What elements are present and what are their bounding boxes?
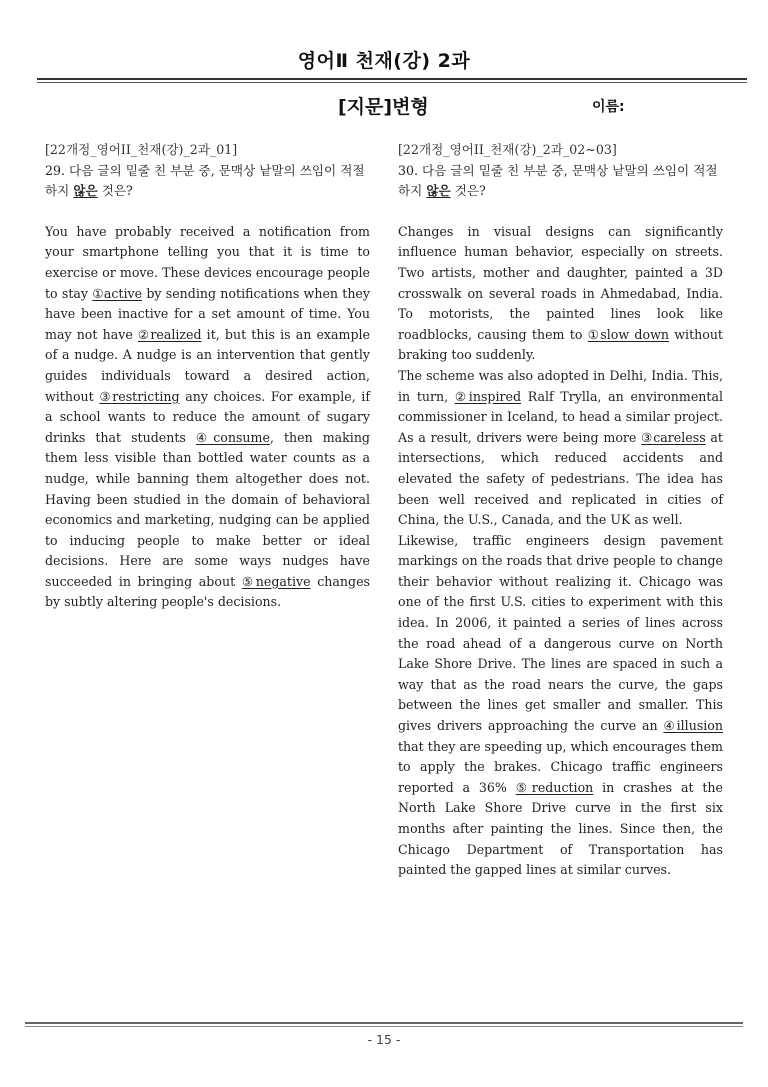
footer-rule-thin [25,1026,743,1027]
passage-text: You have probably received a notification from your smartphone telling you that it is time to exercise or move. These devices encourage people to stay [45,223,370,301]
underlined-choice-2: ②inspired [454,388,522,404]
underlined-choice-4: ④illusion [663,718,723,734]
passage-paragraph [398,222,723,366]
underlined-choice-2: ②realized [137,326,202,342]
header-rule-thin [37,82,747,83]
footer-rule [25,1022,743,1024]
passage-text: it, but this is an example of a nudge. A nudge is an intervention that gently guides individuals toward a desired action, without [45,326,371,404]
passage-text: Changes in visual designs can significantly influence human behavior, especially on streets. Two artists, mother and daughter, painted a 3D crosswalk on several roads in Ahmedabad, India. To motorists, the painted lines look like roadblocks, causing them to [398,223,723,342]
passage-text: changes by subtly altering people's decisions. [45,573,370,610]
passage-text: by sending notifications when they have been inactive for a set amount of time. You may not have [45,285,371,342]
underlined-choice-5: ⑤negative [241,573,311,589]
passage [398,222,723,881]
underlined-choice-5: ⑤reduction [515,779,594,795]
name-field-label: 이름: [592,99,625,115]
underlined-choice-4: ④consume [195,429,270,445]
passage [45,222,370,613]
passage-text: Likewise, traffic engineers design pavement markings on the roads that drive people to change their behavior without realizing it. Chicago was one of the first U.S. cities to experiment with this idea. In 2006, it painted a series of lines across the road ahead of a dangerous curve on North Lake Shore Drive. The lines are spaced in such a way that as the road nears the curve, the gaps between the lines get smaller and smaller. This gives drivers approaching the curve an [398,532,723,734]
document-subtitle: [지문]변형 [338,96,429,118]
underlined-choice-3: ③careless [641,429,706,445]
question-text-end: 것은? [450,183,486,199]
question-emphasis: 않은 [73,183,98,199]
question-prompt [45,161,370,202]
passage-text: The scheme was also adopted in Delhi, India. This, in turn, [398,367,723,404]
page-number: - 15 - [367,1032,401,1047]
question-text-end: 것은? [97,183,133,199]
passage-text: at intersections, which reduced accidents and elevated the safety of pedestrians. The idea has been well received and replicated in cities of China, the U.S., Canada, and the UK as well. [398,429,723,528]
question-text: 30. 다음 글의 밑줄 친 부분 중, 문맥상 낱말의 쓰임이 적절하지 [398,162,718,199]
question-code: [22개정_영어II_천재(강)_2과_01] [45,142,238,157]
passage-text: that they are speeding up, which encourages them to apply the brakes. Chicago traffic engineers reported a 36% [398,738,723,795]
underlined-choice-3: ③restricting [99,388,180,404]
passage-text: in crashes at the North Lake Shore Drive curve in the first six months after painting the lines. Since then, the Chicago Department of Transportation has painted the gapped lines at similar curves. [398,779,723,878]
left-column [45,140,370,613]
document-title: 영어Ⅱ 천재(강) 2과 [297,50,471,72]
question-emphasis: 않은 [426,183,451,199]
question-text: 29. 다음 글의 밑줄 친 부분 중, 문맥상 낱말의 쓰임이 적절하지 [45,162,365,199]
passage-text: , then making them less visible than bottled water counts as a nudge, while banning them altogether does not. Having been studied in the domain of behavioral economics and marketing, nudging can be applied to inducing people to make better or ideal decisions. Here are some ways nudges have succeeded in bringing about [45,429,370,589]
header-rule [37,78,747,80]
question-code: [22개정_영어II_천재(강)_2과_02~03] [398,142,617,157]
passage-text: any choices. For example, if a school wants to reduce the amount of sugary drinks that students [45,388,370,445]
passage-paragraph [398,531,723,881]
right-column [398,140,723,881]
passage-text: without braking too suddenly. [398,326,723,363]
passage-paragraph [45,222,370,613]
passage-paragraph [398,366,723,531]
underlined-choice-1: ①active [92,285,143,301]
underlined-choice-1: ①slow down [587,326,669,342]
question-prompt [398,161,723,202]
passage-text: Ralf Trylla, an environmental commissioner in Iceland, to head a similar project. As a result, drivers were being more [398,388,723,445]
